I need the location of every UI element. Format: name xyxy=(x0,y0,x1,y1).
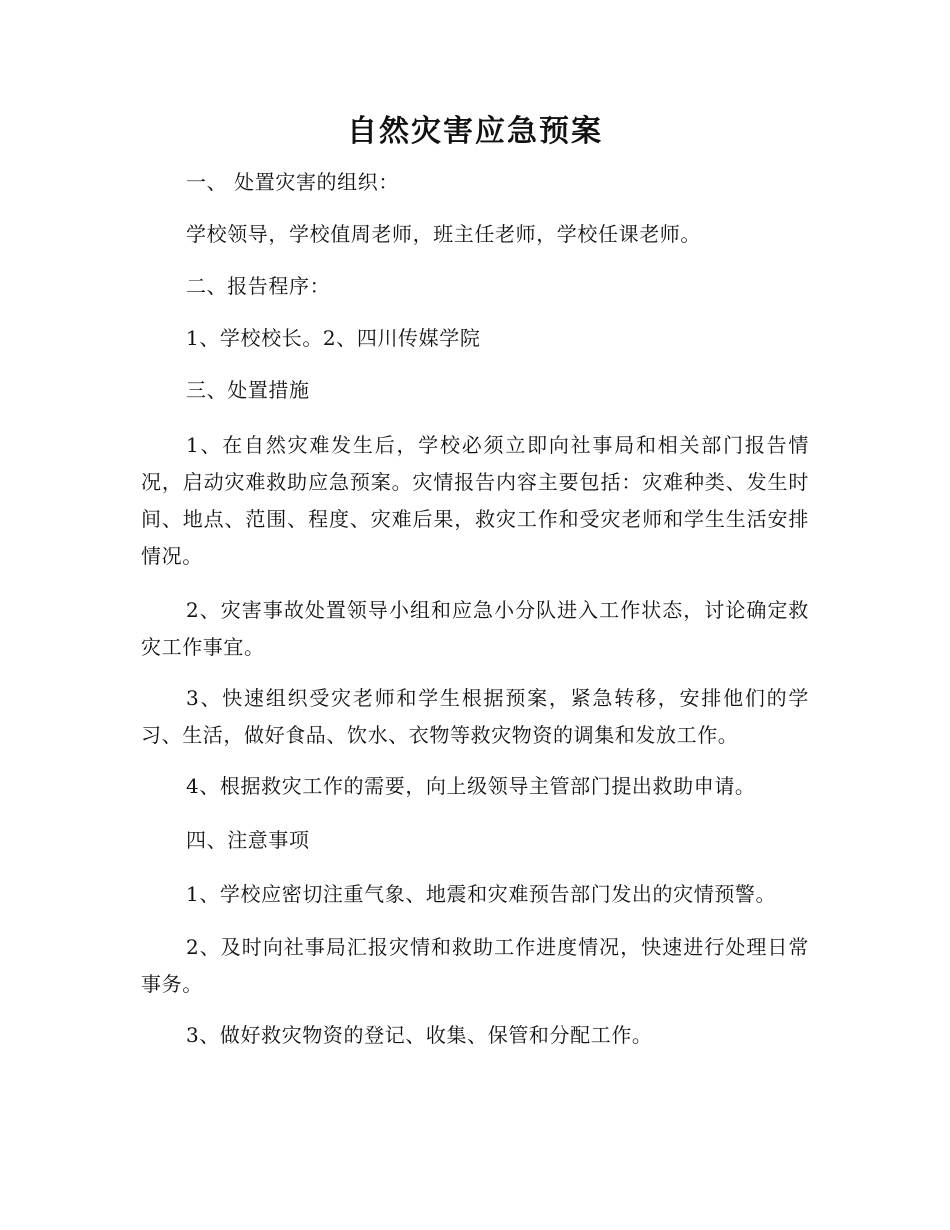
paragraph-organization-members: 学校领导，学校值周老师，班主任老师，学校任课老师。 xyxy=(186,222,701,246)
paragraph-note-1: 1、学校应密切注重气象、地震和灾难预告部门发出的灾情预警。 xyxy=(186,882,777,906)
section-heading-report-procedure: 二、报告程序： xyxy=(186,274,331,298)
section-heading-organization: 一、 处置灾害的组织： xyxy=(186,170,399,194)
paragraph-measure-1: 1、在自然灾难发生后，学校必须立即向社事局和相关部门报告情况，启动灾难救助应急预案。灾情报告内容主要包括：灾难种类、发生时间、地点、范围、程度、灾难后果，救灾工作和受灾老师和学生生活安排情况。 xyxy=(141,433,809,568)
paragraph-measure-4: 4、根据救灾工作的需要，向上级领导主管部门提出救助申请。 xyxy=(186,774,756,798)
paragraph-measure-2: 2、灾害事故处置领导小组和应急小分队进入工作状态，讨论确定救灾工作事宜。 xyxy=(141,598,809,659)
section-heading-measures: 三、处置措施 xyxy=(186,378,310,402)
paragraph-note-2: 2、及时向社事局汇报灾情和救助工作进度情况，快速进行处理日常事务。 xyxy=(141,935,809,996)
paragraph-measure-3: 3、快速组织受灾老师和学生根据预案，紧急转移，安排他们的学习、生活，做好食品、饮水、衣物等救灾物资的调集和发放工作。 xyxy=(141,686,809,747)
document-title: 自然灾害应急预案 xyxy=(347,114,603,149)
paragraph-report-procedure: 1、学校校长。2、四川传媒学院 xyxy=(186,326,481,350)
section-heading-notes: 四、注意事项 xyxy=(186,828,310,852)
paragraph-note-3: 3、做好救灾物资的登记、收集、保管和分配工作。 xyxy=(186,1023,653,1047)
